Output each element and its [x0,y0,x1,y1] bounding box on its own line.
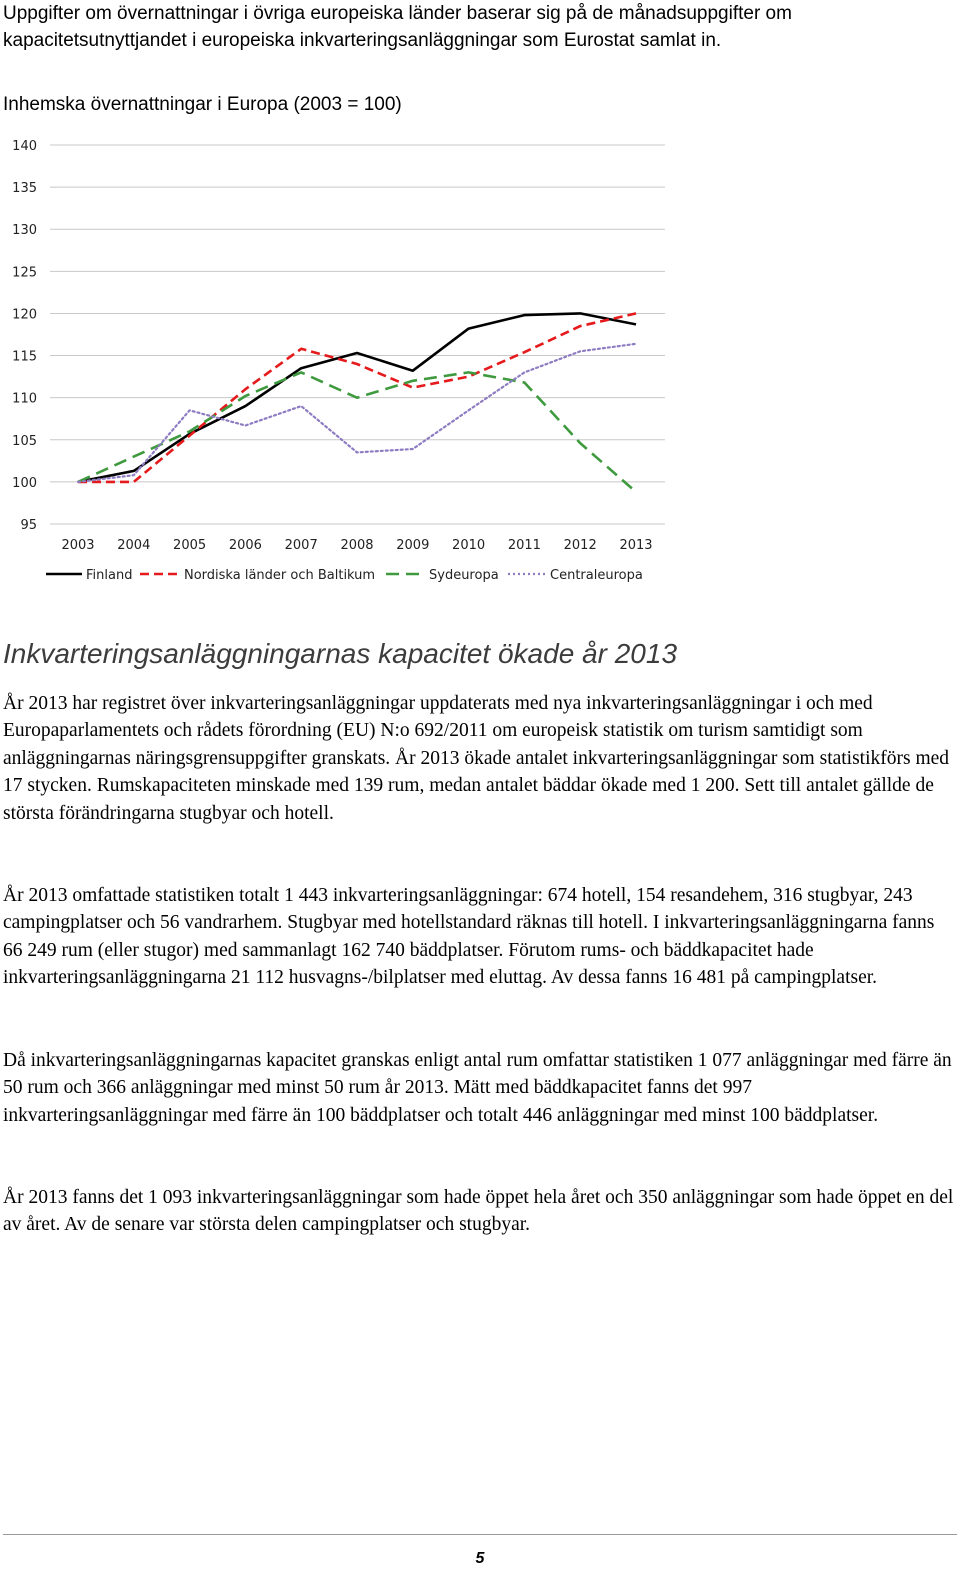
x-tick-label: 2007 [284,538,318,553]
line-chart [0,128,680,598]
y-tick-label: 140 [12,139,37,154]
y-tick-label: 130 [12,223,37,239]
x-tick-label: 2011 [507,538,541,553]
paragraph-1: År 2013 har registret över inkvarteringsanläggningar uppdaterats med nya inkvarteringsanläggningar i och med Europaparlamentets och rådets förordning (EU) N:o 692/2011 om europeisk statistik om turism samtidigt som anläggningarnas näringsgrensuppgifter granskats. År 2013 ökade antalet inkvarteringsanläggningar som statistikförs med 17 stycken. Rumskapaciteten minskade med 139 rum, medan antalet bäddar ökade med 1 200. Sett till antalet gällde de största förändringarna stugbyar och hotell. [3,693,950,824]
x-tick-label: 2012 [563,538,597,553]
page-number: 5 [475,1550,485,1567]
y-tick-label: 110 [12,391,37,407]
footer-divider [3,1534,957,1535]
y-tick-label: 100 [12,475,37,491]
series-line-3 [78,372,636,492]
x-tick-label: 2008 [340,538,374,553]
section-heading: Inkvarteringsanläggningarnas kapacitet ökade år 2013 [3,638,678,669]
x-tick-label: 2010 [452,538,486,553]
legend-label-1: Finland [86,568,133,583]
paragraph-3: Då inkvarteringsanläggningarnas kapacitet granskas enligt antal rum omfattar statistiken 1 077 anläggningar med färre än 50 rum och 366 anläggningar med minst 50 rum år 2013. Mätt med bäddkapacitet fanns det 997 inkvarteringsanläggningar med färre än 100 bäddplatser och totalt 446 anläggningar med minst 100 bäddplatser. [3,1050,952,1126]
y-tick-label: 135 [12,181,37,197]
x-tick-label: 2013 [619,538,653,553]
paragraph-2: År 2013 omfattade statistiken totalt 1 443 inkvarteringsanläggningar: 674 hotell, 154 resandehem, 316 stugbyar, 243 campingplatser och 56 vandrarhem. Stugbyar med hotellstandard räknas till hotell. I inkvarteringsanläggningarna fanns 66 249 rum (eller stugor) med sammanlagt 162 740 bäddplatser. Förutom rums- och bäddkapacitet hade inkvarteringsanläggningarna 21 112 husvagns-/bilplatser med eluttag. Av dessa fanns 16 481 på campingplatser. [3,885,935,989]
intro-text: Uppgifter om övernattningar i övriga europeiska länder baserar sig på de månadsuppgifter om kapacitetsutnyttjandet i europeiska inkvarteringsanläggningar som Eurostat samlat in. [3,3,792,51]
x-tick-label: 2005 [173,538,207,553]
x-tick-label: 2004 [117,538,151,553]
legend-label-3: Sydeuropa [429,568,499,583]
chart-title: Inhemska övernattningar i Europa (2003 = 100) [3,94,402,115]
legend-label-2: Nordiska länder och Baltikum [184,568,376,583]
y-tick-label: 125 [12,265,37,281]
y-tick-label: 115 [12,349,37,365]
y-tick-label: 105 [12,433,37,449]
x-tick-label: 2009 [396,538,430,553]
paragraph-4: År 2013 fanns det 1 093 inkvarteringsanläggningar som hade öppet hela året och 350 anläggningar som hade öppet en del av året. Av de senare var största delen campingplatser och stugbyar. [3,1187,954,1236]
legend-label-4: Centraleuropa [550,568,643,583]
x-tick-label: 2006 [228,538,262,553]
x-tick-label: 2003 [61,538,95,553]
y-tick-label: 95 [20,518,37,533]
y-tick-label: 120 [12,307,37,323]
